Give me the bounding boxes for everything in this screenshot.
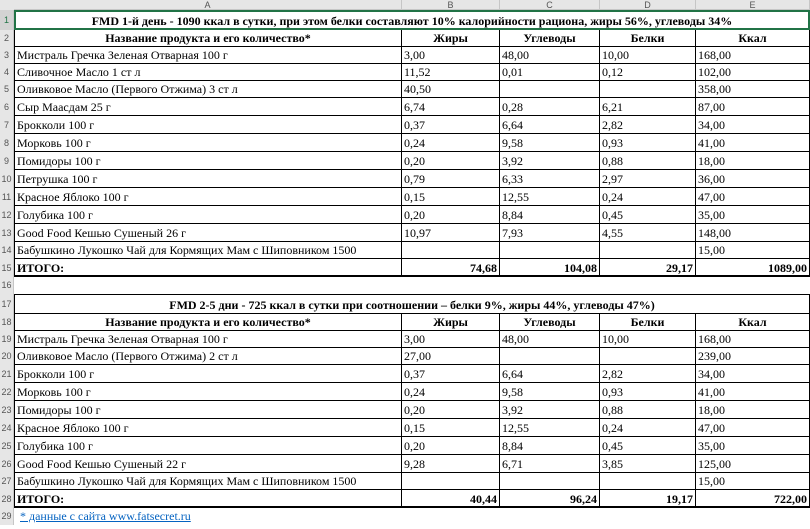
row-number[interactable]: 1 [0, 10, 14, 30]
column-heading[interactable]: Углеводы [500, 30, 600, 47]
column-heading[interactable]: Белки [600, 30, 696, 47]
footnote-link[interactable]: * данные с сайта www.fatsecret.ru [20, 509, 191, 523]
product-name-cell[interactable]: Мистраль Гречка Зеленая Отварная 100 г [14, 47, 402, 64]
value-cell[interactable]: 239,00 [696, 348, 810, 365]
total-value[interactable]: 74,68 [402, 259, 500, 277]
table-row [14, 98, 810, 116]
value-cell[interactable]: 358,00 [696, 81, 810, 98]
product-name-cell[interactable]: Помидоры 100 г [14, 152, 402, 170]
row-number[interactable]: 3 [0, 47, 14, 64]
table-row [14, 365, 810, 383]
value-cell[interactable]: 48,00 [500, 47, 600, 64]
row-number[interactable]: 24 [0, 419, 14, 437]
value-cell[interactable]: 0,93 [600, 383, 696, 401]
value-cell[interactable] [402, 242, 500, 259]
total-label[interactable]: ИТОГО: [14, 259, 402, 277]
table-row [14, 455, 810, 473]
value-cell[interactable]: 125,00 [696, 455, 810, 473]
row-number[interactable]: 18 [0, 314, 14, 331]
total-label[interactable]: ИТОГО: [14, 490, 402, 508]
product-name-cell[interactable]: Морковь 100 г [14, 134, 402, 152]
column-heading[interactable]: Название продукта и его количество* [14, 30, 402, 47]
value-cell[interactable]: 0,24 [600, 188, 696, 206]
table-row [14, 473, 810, 490]
value-cell[interactable]: 0,20 [402, 401, 500, 419]
table-row [14, 47, 810, 64]
value-cell[interactable]: 148,00 [696, 224, 810, 242]
row-number[interactable]: 22 [0, 383, 14, 401]
value-cell[interactable]: 0,15 [402, 188, 500, 206]
row-number[interactable]: 29 [0, 508, 14, 525]
row-number[interactable]: 12 [0, 206, 14, 224]
column-heading[interactable]: Жиры [402, 30, 500, 47]
table-row [14, 419, 810, 437]
column-header-e[interactable]: E [696, 0, 810, 10]
table-row [14, 348, 810, 365]
value-cell[interactable] [500, 473, 600, 490]
value-cell[interactable] [600, 242, 696, 259]
value-cell[interactable]: 15,00 [696, 473, 810, 490]
table2-header-row [14, 314, 810, 331]
column-heading[interactable]: Ккал [696, 30, 810, 47]
value-cell[interactable] [600, 473, 696, 490]
product-name-cell[interactable]: Good Food Кешью Сушеный 26 г [14, 224, 402, 242]
value-cell[interactable]: 0,20 [402, 437, 500, 455]
row-number[interactable]: 16 [0, 277, 14, 294]
column-header-c[interactable]: C [500, 0, 600, 10]
value-cell[interactable]: 0,37 [402, 116, 500, 134]
value-cell[interactable]: 0,01 [500, 64, 600, 81]
value-cell[interactable]: 3,85 [600, 455, 696, 473]
value-cell[interactable]: 168,00 [696, 47, 810, 64]
value-cell[interactable]: 0,20 [402, 152, 500, 170]
product-name-cell[interactable]: Оливковое Масло (Первого Отжима) 3 ст л [14, 81, 402, 98]
table2-total-row [14, 490, 810, 508]
value-cell[interactable]: 34,00 [696, 365, 810, 383]
row-number[interactable]: 23 [0, 401, 14, 419]
value-cell[interactable] [500, 348, 600, 365]
value-cell[interactable]: 2,82 [600, 365, 696, 383]
value-cell[interactable]: 2,97 [600, 170, 696, 188]
product-name-cell[interactable]: Сыр Маасдам 25 г [14, 98, 402, 116]
value-cell[interactable]: 0,79 [402, 170, 500, 188]
value-cell[interactable]: 3,92 [500, 401, 600, 419]
value-cell[interactable]: 2,82 [600, 116, 696, 134]
table-row [14, 224, 810, 242]
table2-title[interactable]: FMD 2-5 дни - 725 ккал в сутки при соотношении – белки 9%, жиры 44%, углеводы 47%) [14, 294, 810, 314]
total-value[interactable]: 96,24 [500, 490, 600, 508]
table-row [14, 64, 810, 81]
value-cell[interactable]: 0,37 [402, 365, 500, 383]
value-cell[interactable]: 11,52 [402, 64, 500, 81]
product-name-cell[interactable]: Красное Яблоко 100 г [14, 419, 402, 437]
value-cell[interactable]: 3,92 [500, 152, 600, 170]
row-number[interactable]: 14 [0, 242, 14, 259]
value-cell[interactable]: 3,00 [402, 331, 500, 348]
product-name-cell[interactable]: Бабушкино Лукошко Чай для Кормящих Мам с Шиповником 1500 [14, 473, 402, 490]
table1-header-row [14, 30, 810, 47]
value-cell[interactable]: 9,28 [402, 455, 500, 473]
row-number[interactable]: 27 [0, 473, 14, 490]
value-cell[interactable]: 8,84 [500, 206, 600, 224]
table-row [14, 242, 810, 259]
row-number[interactable]: 26 [0, 455, 14, 473]
value-cell[interactable]: 12,55 [500, 188, 600, 206]
total-value[interactable]: 1089,00 [696, 259, 810, 277]
product-name-cell[interactable]: Брокколи 100 г [14, 116, 402, 134]
row-number[interactable]: 9 [0, 152, 14, 170]
total-value[interactable]: 722,00 [696, 490, 810, 508]
value-cell[interactable]: 0,24 [402, 134, 500, 152]
value-cell[interactable]: 9,58 [500, 383, 600, 401]
table-row [14, 170, 810, 188]
total-value[interactable]: 40,44 [402, 490, 500, 508]
value-cell[interactable]: 0,45 [600, 206, 696, 224]
table-row [14, 383, 810, 401]
value-cell[interactable]: 0,24 [600, 419, 696, 437]
value-cell[interactable] [600, 81, 696, 98]
row-number[interactable]: 2 [0, 30, 14, 47]
value-cell[interactable]: 6,64 [500, 365, 600, 383]
column-header-d[interactable]: D [600, 0, 696, 10]
column-header-b[interactable]: B [402, 0, 500, 10]
value-cell[interactable]: 0,93 [600, 134, 696, 152]
value-cell[interactable]: 15,00 [696, 242, 810, 259]
table-row [14, 206, 810, 224]
value-cell[interactable]: 87,00 [696, 98, 810, 116]
value-cell[interactable]: 3,00 [402, 47, 500, 64]
total-value[interactable]: 29,17 [600, 259, 696, 277]
value-cell[interactable]: 48,00 [500, 331, 600, 348]
value-cell[interactable]: 34,00 [696, 116, 810, 134]
row-number[interactable]: 11 [0, 188, 14, 206]
product-name-cell[interactable]: Голубика 100 г [14, 206, 402, 224]
value-cell[interactable]: 40,50 [402, 81, 500, 98]
column-heading[interactable]: Ккал [696, 314, 810, 331]
row-number[interactable]: 25 [0, 437, 14, 455]
value-cell[interactable]: 10,97 [402, 224, 500, 242]
product-name-cell[interactable]: Бабушкино Лукошко Чай для Кормящих Мам с Шиповником 1500 [14, 242, 402, 259]
column-heading[interactable]: Белки [600, 314, 696, 331]
row-number[interactable]: 17 [0, 294, 14, 314]
value-cell[interactable]: 8,84 [500, 437, 600, 455]
row-number[interactable]: 4 [0, 64, 14, 81]
value-cell[interactable] [600, 348, 696, 365]
value-cell[interactable]: 47,00 [696, 419, 810, 437]
row-number[interactable]: 15 [0, 259, 14, 277]
product-name-cell[interactable]: Брокколи 100 г [14, 365, 402, 383]
column-header-a[interactable]: A [14, 0, 402, 10]
value-cell[interactable]: 35,00 [696, 437, 810, 455]
row-number[interactable]: 10 [0, 170, 14, 188]
row-number[interactable]: 21 [0, 365, 14, 383]
table-row [14, 152, 810, 170]
table-row [14, 331, 810, 348]
value-cell[interactable]: 9,58 [500, 134, 600, 152]
value-cell[interactable] [500, 81, 600, 98]
value-cell[interactable]: 4,55 [600, 224, 696, 242]
row-number[interactable]: 19 [0, 331, 14, 348]
value-cell[interactable]: 6,74 [402, 98, 500, 116]
row-number[interactable]: 5 [0, 81, 14, 98]
table-row [14, 437, 810, 455]
row-number[interactable]: 20 [0, 348, 14, 365]
value-cell[interactable] [402, 473, 500, 490]
table-row [14, 81, 810, 98]
product-name-cell[interactable]: Помидоры 100 г [14, 401, 402, 419]
product-name-cell[interactable]: Мистраль Гречка Зеленая Отварная 100 г [14, 331, 402, 348]
product-name-cell[interactable]: Оливковое Масло (Первого Отжима) 2 ст л [14, 348, 402, 365]
product-name-cell[interactable]: Голубика 100 г [14, 437, 402, 455]
table1-total-row [14, 259, 810, 277]
value-cell[interactable]: 10,00 [600, 331, 696, 348]
product-name-cell[interactable]: Петрушка 100 г [14, 170, 402, 188]
row-number[interactable]: 28 [0, 490, 14, 508]
table2-title-row [14, 294, 810, 314]
column-heading[interactable]: Углеводы [500, 314, 600, 331]
value-cell[interactable]: 7,93 [500, 224, 600, 242]
value-cell[interactable]: 10,00 [600, 47, 696, 64]
value-cell[interactable]: 41,00 [696, 383, 810, 401]
product-name-cell[interactable]: Красное Яблоко 100 г [14, 188, 402, 206]
value-cell[interactable]: 6,71 [500, 455, 600, 473]
value-cell[interactable]: 0,24 [402, 383, 500, 401]
total-value[interactable]: 104,08 [500, 259, 600, 277]
value-cell[interactable]: 18,00 [696, 401, 810, 419]
row-number[interactable]: 6 [0, 98, 14, 116]
value-cell[interactable]: 6,64 [500, 116, 600, 134]
table-row [14, 134, 810, 152]
value-cell[interactable]: 6,33 [500, 170, 600, 188]
table1-title-row [14, 10, 810, 30]
total-value[interactable]: 19,17 [600, 490, 696, 508]
value-cell[interactable]: 0,20 [402, 206, 500, 224]
value-cell[interactable]: 0,28 [500, 98, 600, 116]
row-number[interactable]: 13 [0, 224, 14, 242]
product-name-cell[interactable]: Сливочное Масло 1 ст л [14, 64, 402, 81]
value-cell[interactable]: 0,88 [600, 401, 696, 419]
value-cell[interactable]: 12,55 [500, 419, 600, 437]
value-cell[interactable]: 47,00 [696, 188, 810, 206]
value-cell[interactable]: 18,00 [696, 152, 810, 170]
value-cell[interactable]: 41,00 [696, 134, 810, 152]
product-name-cell[interactable]: Good Food Кешью Сушеный 22 г [14, 455, 402, 473]
value-cell[interactable]: 27,00 [402, 348, 500, 365]
footnote-row [14, 508, 810, 525]
row-number[interactable]: 7 [0, 116, 14, 134]
value-cell[interactable]: 0,12 [600, 64, 696, 81]
value-cell[interactable]: 36,00 [696, 170, 810, 188]
row-number[interactable]: 8 [0, 134, 14, 152]
table-row [14, 188, 810, 206]
value-cell[interactable]: 6,21 [600, 98, 696, 116]
table-row [14, 116, 810, 134]
value-cell[interactable]: 102,00 [696, 64, 810, 81]
value-cell[interactable]: 0,88 [600, 152, 696, 170]
table1-title[interactable]: FMD 1-й день - 1090 ккал в сутки, при этом белки составляют 10% калорийности рациона, жиры 56%, углеводы 34% [14, 10, 810, 30]
product-name-cell[interactable]: Морковь 100 г [14, 383, 402, 401]
value-cell[interactable]: 35,00 [696, 206, 810, 224]
value-cell[interactable]: 168,00 [696, 331, 810, 348]
column-heading[interactable]: Жиры [402, 314, 500, 331]
value-cell[interactable]: 0,15 [402, 419, 500, 437]
value-cell[interactable]: 0,45 [600, 437, 696, 455]
column-heading[interactable]: Название продукта и его количество* [14, 314, 402, 331]
table-row [14, 401, 810, 419]
value-cell[interactable] [500, 242, 600, 259]
